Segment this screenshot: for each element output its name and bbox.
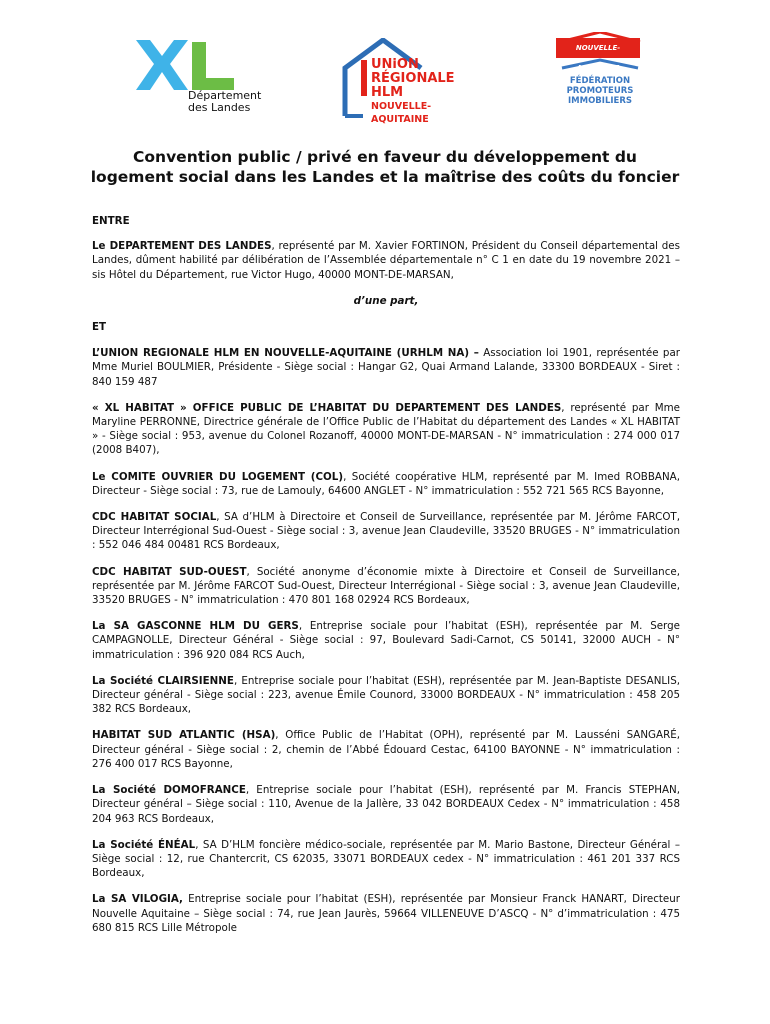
xl-caption-line1: Département	[188, 89, 262, 102]
xl-mark-icon	[130, 38, 240, 94]
party-name: CDC HABITAT SUD-OUEST	[92, 565, 247, 578]
party-details: , représenté par Mme Maryline PERRONNE, Directrice générale de l’Office Public de l’Habitat du département des Landes « XL HABITAT » - Siège social : 953, avenue du Colonel Rozanoff, 40000 MONT-DE-MARSAN - N° immatriculation : 274 000 017 (2008 B407),	[92, 401, 680, 457]
party-name: Le DEPARTEMENT DES LANDES	[92, 240, 272, 253]
party-details: , SA D’HLM foncière médico-sociale, représentée par M. Mario Bastone, Directeur Général – Siège social : 12, rue Chantercrit, CS 62035, 33071 BORDEAUX cedex - N° immatriculation : 461 201 337 RCS Bordeaux,	[92, 838, 680, 880]
une-part-label: d’une part,	[353, 294, 419, 307]
party-name: « XL HABITAT » OFFICE PUBLIC DE L’HABITAT DU DEPARTEMENT DES LANDES	[92, 401, 562, 414]
entre-heading: ENTRE	[92, 215, 130, 227]
fpi-text	[558, 76, 642, 106]
party-departement	[92, 239, 680, 282]
document-body	[92, 214, 680, 947]
union-line2: RÉGIONALE HLM	[371, 71, 455, 100]
party-cdc-habitat-social	[92, 510, 680, 553]
header-logos	[0, 28, 770, 128]
party-xl-habitat	[92, 401, 680, 458]
party-details: , Office Public de l’Habitat (OPH), représenté par M. Lausséni SANGARÉ, Directeur général - Siège social : 2, chemin de l’Abbé Édouard Cestac, 64100 BAYONNE - N° immatriculation : 276 400 017 RCS Bayonne,	[92, 729, 680, 770]
party-details: , Entreprise sociale pour l’habitat (ESH), représentée par M. Jean-Baptiste DESANLIS, Directeur général - Siège social : 223, avenue Émile Counord, 33000 BORDEAUX - N° immatriculation : 458 205 382 RCS Bordeaux,	[92, 674, 681, 716]
party-name: La SA GASCONNE HLM DU GERS	[92, 620, 299, 633]
party-name: HABITAT SUD ATLANTIC (HSA)	[92, 729, 276, 742]
title-line1: Convention public / privé en faveur du développement du	[133, 148, 637, 166]
xl-caption-line2: des Landes	[188, 101, 251, 114]
party-eneal	[92, 838, 680, 881]
party-name: La Société ÉNÉAL	[92, 838, 196, 851]
fpi-line3: IMMOBILIERS	[568, 96, 632, 106]
party-hsa	[92, 728, 680, 771]
party-vilogia	[92, 892, 680, 935]
party-details: , Société anonyme d’économie mixte à Directoire et Conseil de Surveillance, représentée par M. Jérôme FARCOT Sud-Ouest, Directeur Interrégional - Siège social : 3, avenue Jean Claudeville, 33520 BRUGES - N° immatriculation : 470 801 168 02924 RCS Bordeaux,	[92, 565, 680, 607]
party-domofrance	[92, 783, 680, 826]
party-cdc-habitat-sud-ouest	[92, 565, 680, 608]
party-name: La Société CLAIRSIENNE	[92, 674, 234, 687]
party-col	[92, 470, 680, 498]
union-regionale-hlm-logo	[335, 38, 485, 125]
party-details: Entreprise sociale pour l’habitat (ESH), représentée par Monsieur Franck HANART, Directeur Nouvelle Aquitaine – Siège social : 74, rue Jean Jaurès, 59664 VILLENEUVE D’ASCQ - N° d’immatriculation : 475 680 815 RCS Lille Métropole	[92, 893, 680, 934]
party-details: , Société coopérative HLM, représenté par M. Imed ROBBANA, Directeur - Siège social : 73, rue de Lamouly, 64600 ANGLET - N° immatriculation : 552 721 565 RCS Bayonne,	[92, 470, 680, 497]
title-line2: logement social dans les Landes et la maîtrise des coûts du foncier	[90, 168, 680, 186]
party-name: La Société DOMOFRANCE	[92, 784, 246, 797]
party-details: , SA d’HLM à Directoire et Conseil de Surveillance, représentée par M. Jérôme FARCOT, Directeur Interrégional Sud-Ouest - Siège social : 3, avenue Jean Claudeville, 33520 BRUGES - N° immatriculation : 552 046 484 00481 RCS Bordeaux,	[92, 511, 680, 552]
party-details: , Entreprise sociale pour l’habitat (ESH), représentée par M. Serge CAMPAGNOLLE, Directeur Général - Siège social : 97, Boulevard Sadi-Carnot, CS 50141, 32000 AUCH - N° immatriculation : 396 920 084 RCS Auch,	[92, 620, 680, 661]
party-urhlm	[92, 346, 680, 389]
union-line3: NOUVELLE-AQUITAINE	[371, 101, 432, 125]
party-name: La SA VILOGIA,	[92, 893, 183, 906]
fpi-banner: NOUVELLE-AQUITAINE	[556, 38, 640, 58]
party-clairsienne	[92, 674, 680, 717]
document-title	[60, 147, 710, 187]
party-details: , représenté par M. Xavier FORTINON, Président du Conseil départemental des Landes, dûment habilité par délibération de l’Assemblée départementale n° C 1 en date du 19 novembre 2021 – sis Hôtel du Département, rue Victor Hugo, 40000 MONT-DE-MARSAN,	[92, 240, 680, 281]
fpi-line1: FÉDÉRATION	[569, 76, 631, 86]
union-logo-text	[371, 58, 485, 126]
party-name: CDC HABITAT SOCIAL	[92, 511, 217, 524]
xl-logo-caption	[188, 90, 261, 114]
fpi-line2: PROMOTEURS	[566, 86, 634, 96]
party-details: Association loi 1901, représentée par Mme Muriel BOULMIER, Présidente - Siège social : Hangar G2, Quai Armand Lalande, 33300 BORDEAUX - Siret : 840 159 487	[92, 347, 680, 388]
party-name: L’UNION REGIONALE HLM EN NOUVELLE-AQUITAINE (URHLM NA) –	[92, 347, 479, 360]
federation-promoteurs-logo	[556, 32, 646, 122]
party-sa-gasconne	[92, 619, 680, 662]
party-name: Le COMITE OUVRIER DU LOGEMENT (COL)	[92, 470, 344, 483]
union-line1: UNiON	[371, 57, 419, 72]
xl-landes-logo	[130, 38, 270, 128]
party-details: , Entreprise sociale pour l’habitat (ESH), représenté par M. Francis STEPHAN, Directeur général – Siège social : 110, Avenue de la Jallère, 33 042 BORDEAUX Cedex - N° immatriculation : 458 204 963 RCS Bordeaux,	[92, 784, 680, 825]
et-heading: ET	[92, 321, 107, 334]
